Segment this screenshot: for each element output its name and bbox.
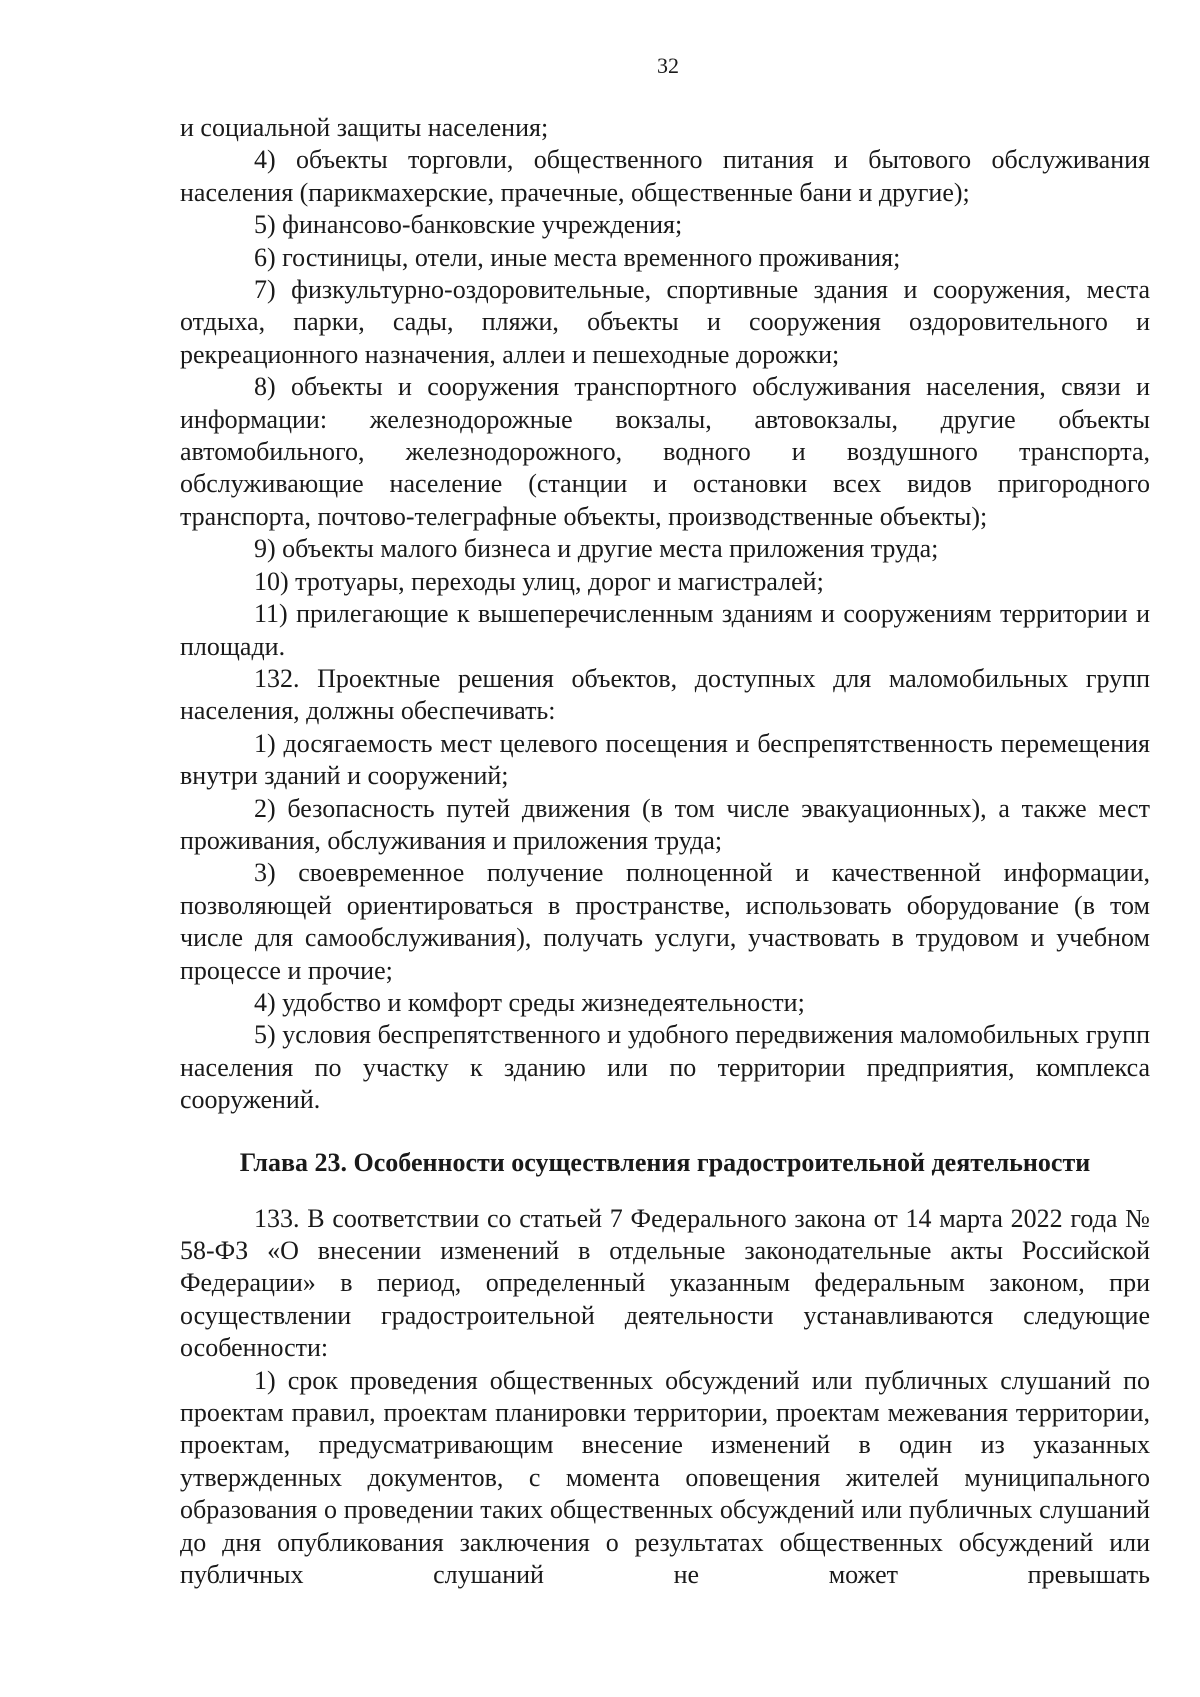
paragraph: 133. В соответствии со статьей 7 Федерального закона от 14 марта 2022 года № 58-ФЗ «О внесении изменений в отдельные законодательные акты Российской Федерации» в период, определенный указанным федеральным законом, при осуществлении градостроительной деятельности устанавливаются следующие особенности: [180,1203,1150,1363]
chapter-heading: Глава 23. Особенности осуществления градостроительной деятельности [239,1147,1091,1177]
paragraph: 6) гостиницы, отели, иные места временного проживания; [254,242,901,272]
paragraph: 5) финансово-банковские учреждения; [254,210,683,240]
paragraph: 4) удобство и комфорт среды жизнедеятельности; [254,987,805,1017]
page-body [180,112,1150,1591]
paragraph: 4) объекты торговли, общественного питания и бытового обслуживания населения (парикмахерские, прачечные, общественные бани и другие); [180,145,1150,207]
page-number: 32 [657,53,679,78]
paragraph: 7) физкультурно-оздоровительные, спортивные здания и сооружения, места отдыха, парки, сады, пляжи, объекты и сооружения оздоровительного и рекреационного назначения, аллеи и пешеходные дорожки; [180,275,1150,369]
paragraph: 1) срок проведения общественных обсуждений или публичных слушаний по проектам правил, проектам планировки территории, проектам межевания территории, проектам, предусматривающим внесение изменений в один из указанных утвержденных документов, с момента оповещения жителей муниципального образования о проведении таких общественных обсуждений или публичных слушаний до дня опубликования заключения о результатах общественных обсуждений или публичных слушаний не может превышать [180,1365,1150,1590]
paragraph: 8) объекты и сооружения транспортного обслуживания населения, связи и информации: железнодорожные вокзалы, автовокзалы, другие объекты автомобильного, железнодорожного, водного и воздушного транспорта, обслуживающие население (станции и остановки всех видов пригородного транспорта, почтово-телеграфные объекты, производственные объекты); [180,372,1150,531]
paragraphs-before-heading [180,112,1150,1117]
paragraph: 5) условия беспрепятственного и удобного передвижения маломобильных групп населения по участку к зданию или по территории предприятия, комплекса сооружений. [180,1020,1150,1115]
paragraph: 11) прилегающие к вышеперечисленным зданиям и сооружениям территории и площади. [180,599,1150,661]
paragraph: 132. Проектные решения объектов, доступных для маломобильных групп населения, должны обеспечивать: [180,663,1150,726]
paragraph: 9) объекты малого бизнеса и другие места приложения труда; [254,534,939,564]
paragraph: 10) тротуары, переходы улиц, дорог и магистралей; [254,566,824,596]
paragraph: и социальной защиты населения; [180,113,549,142]
paragraph: 3) своевременное получение полноценной и качественной информации, позволяющей ориентироваться в пространстве, использовать оборудование (в том числе для самообслуживания), получать услуги, участвовать в трудовом и учебном процессе и прочие; [180,858,1150,985]
paragraph: 2) безопасность путей движения (в том числе эвакуационных), а также мест проживания, обслуживания и приложения труда; [180,793,1150,855]
paragraph: 1) досягаемость мест целевого посещения и беспрепятственность перемещения внутри зданий и сооружений; [180,728,1150,791]
paragraphs-after-heading [180,1203,1150,1592]
